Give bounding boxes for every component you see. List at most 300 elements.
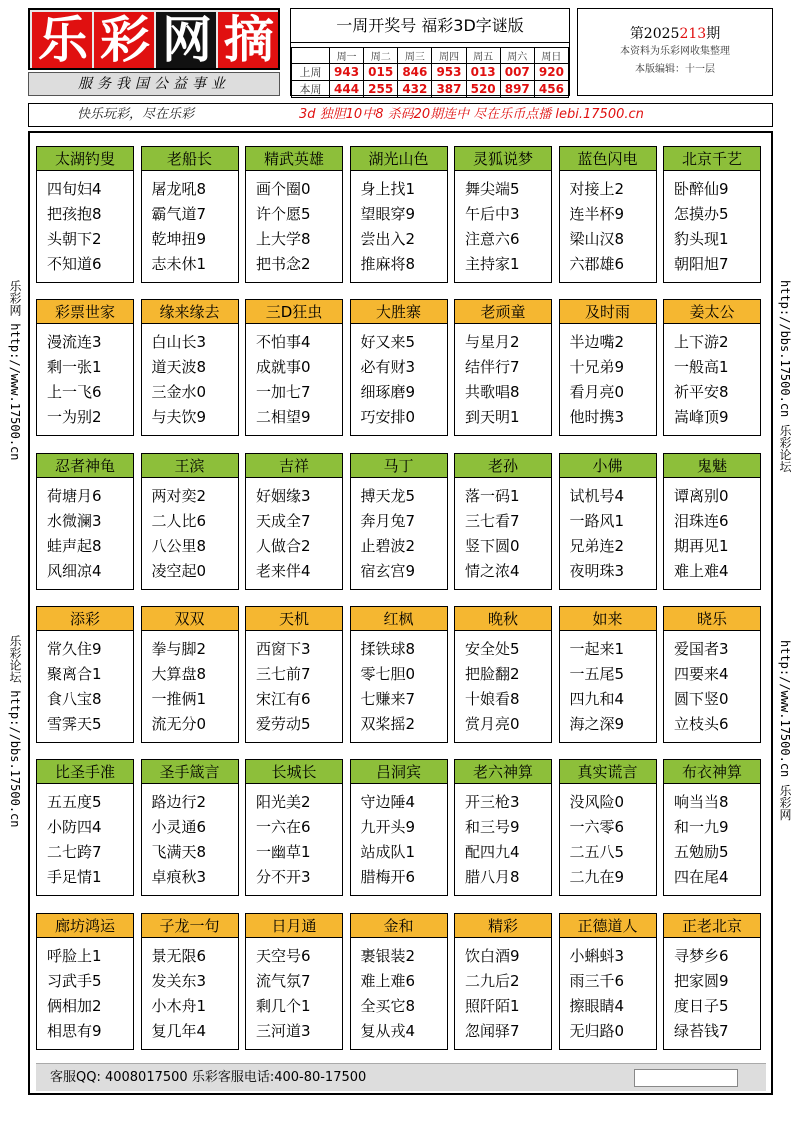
riddle-line: 剩一张1 [47,358,102,376]
card-author: 晓乐 [664,607,760,631]
riddle-line: 不知道6 [47,255,102,273]
riddle-line: 一般高1 [674,358,729,376]
riddle-line: 水微澜3 [47,512,102,530]
card-lines [674,484,729,584]
card-lines [256,944,311,1044]
riddle-line: 霸气道7 [151,205,207,223]
riddle-card [350,299,448,436]
riddle-line: 照阡陌1 [465,997,520,1015]
weekly-results-panel [290,8,570,96]
riddle-line: 注意六6 [465,230,520,248]
riddle-line: 十兄弟9 [569,358,625,376]
riddle-line: 四在尾4 [674,868,729,886]
riddle-line: 一为别2 [47,408,102,426]
banner-promo-link[interactable]: 3d 独胆10中8 杀码20期连中 尽在乐币点播 lebi.17500.cn [299,107,644,122]
riddle-line: 一五尾5 [569,665,625,683]
card-author: 天机 [246,607,342,631]
riddle-card [663,759,761,896]
riddle-line: 赏月亮0 [465,715,520,733]
riddle-line: 难上难4 [674,562,729,580]
riddle-line: 二九后2 [465,972,520,990]
riddle-line: 食八宝8 [47,690,102,708]
riddle-card [245,606,343,743]
riddle-line: 嵩峰顶9 [674,408,729,426]
riddle-line: 把脸翻2 [465,665,520,683]
card-lines [152,330,207,430]
riddle-line: 西窗下3 [256,640,311,658]
riddle-line: 巧安排0 [360,408,416,426]
riddle-line: 到天明1 [465,408,520,426]
card-lines [47,484,102,584]
riddle-line: 和三号9 [465,818,520,836]
riddle-line: 复从戎4 [360,1022,416,1040]
riddle-line: 上大学8 [256,230,311,248]
riddle-line: 上一飞6 [47,383,102,401]
riddle-card [454,299,552,436]
riddle-line: 奔月兔7 [360,512,416,530]
card-author: 马丁 [351,454,447,478]
riddle-card [454,146,552,283]
riddle-line: 舞尖端5 [465,180,520,198]
card-author: 布衣神算 [664,760,760,784]
riddle-line: 拳与脚2 [151,640,207,658]
riddle-line: 夜明珠3 [569,562,625,580]
riddle-line: 寻梦乡6 [674,947,729,965]
logo-char: 彩 [94,12,154,68]
card-lines [256,637,311,737]
riddle-line: 四旬妇4 [47,180,102,198]
card-lines [47,790,102,890]
riddle-line: 荷塘月6 [47,487,102,505]
card-lines [256,177,311,277]
riddle-card [245,299,343,436]
riddle-line: 六郡雄6 [569,255,625,273]
riddle-line: 七赚来7 [360,690,416,708]
riddle-line: 天成全7 [256,512,311,530]
card-lines [570,944,625,1044]
riddle-line: 推麻将8 [360,255,416,273]
riddle-card [663,146,761,283]
riddle-line: 情之浓4 [465,562,520,580]
riddle-line: 竖下圆0 [465,537,520,555]
riddle-card [559,913,657,1050]
card-lines [152,944,207,1044]
card-lines [152,637,207,737]
card-author: 吕洞宾 [351,760,447,784]
card-author: 湖光山色 [351,147,447,171]
riddle-card [245,913,343,1050]
riddle-card [36,913,134,1050]
riddle-line: 屠龙吼8 [151,180,207,198]
row-label: 上周 [292,64,330,81]
draw-number: 456 [534,81,568,98]
riddle-line: 和一九9 [674,818,729,836]
riddle-line: 二七跨7 [47,843,102,861]
riddle-line: 三金水0 [151,383,207,401]
issue-source: 本资料为乐彩网收集整理 [620,46,730,57]
riddle-card [559,606,657,743]
card-author: 老顽童 [455,300,551,324]
riddle-line: 漫流连3 [47,333,102,351]
card-author: 灵狐说梦 [455,147,551,171]
riddle-line: 聚离合1 [47,665,102,683]
riddle-line: 尝出入2 [360,230,416,248]
card-author: 晚秋 [455,607,551,631]
card-author: 红枫 [351,607,447,631]
footer-contact: 客服QQ: 4008017500 乐彩客服电话:400-80-17500 [50,1070,367,1085]
card-author: 王滨 [142,454,238,478]
card-author: 蓝色闪电 [560,147,656,171]
riddle-card [559,146,657,283]
card-lines [47,637,102,737]
footer [36,1063,766,1091]
riddle-line: 景无限6 [151,947,207,965]
riddle-line: 配四九4 [465,843,520,861]
table-row [292,81,569,98]
riddle-line: 风细凉4 [47,562,102,580]
card-author: 三D狂虫 [246,300,342,324]
riddle-line: 看月亮0 [569,383,625,401]
riddle-card [559,759,657,896]
riddle-card [36,453,134,590]
logo [28,8,280,70]
draw-number: 943 [330,64,364,81]
card-lines [674,177,729,277]
draw-number: 444 [330,81,364,98]
riddle-line: 复几年4 [151,1022,207,1040]
riddle-line: 五勉励5 [674,843,729,861]
riddle-line: 饮白酒9 [465,947,520,965]
day-header: 周三 [398,48,432,64]
side-url-left-bottom: 乐彩论坛 http://bbs.17500.cn [8,635,22,828]
card-lines [47,944,102,1044]
banner-slogan: 快乐玩彩，尽在乐彩 [77,107,195,122]
card-lines [570,637,625,737]
card-author: 添彩 [37,607,133,631]
draw-number: 520 [466,81,500,98]
card-author: 廊坊鸿运 [37,914,133,938]
card-lines [361,944,416,1044]
day-header: 周五 [466,48,500,64]
riddle-line: 卓痕秋3 [151,868,207,886]
card-author: 及时雨 [560,300,656,324]
riddle-line: 流无分0 [151,715,207,733]
card-author: 彩票世家 [37,300,133,324]
riddle-line: 把孩抱8 [47,205,102,223]
riddle-line: 泪珠连6 [674,512,729,530]
riddle-line: 小防四4 [47,818,102,836]
riddle-card [141,146,239,283]
riddle-line: 忽闻驿7 [465,1022,520,1040]
riddle-line: 响当当8 [674,793,729,811]
riddle-card [141,759,239,896]
riddle-line: 三七看7 [465,512,520,530]
riddle-card [350,913,448,1050]
riddle-line: 发关东3 [151,972,207,990]
draw-number: 015 [364,64,398,81]
riddle-line: 老来伴4 [256,562,311,580]
banner [28,103,773,127]
day-header: 周四 [432,48,466,64]
riddle-line: 必有财3 [360,358,416,376]
draw-number: 387 [432,81,466,98]
riddle-card [663,453,761,590]
riddle-line: 零七胆0 [360,665,416,683]
riddle-line: 把书念2 [256,255,311,273]
riddle-line: 午后中3 [465,205,520,223]
riddle-line: 上下游2 [674,333,729,351]
logo-char: 乐 [32,12,92,68]
card-author: 吉祥 [246,454,342,478]
riddle-card [36,146,134,283]
row-label: 本周 [292,81,330,98]
riddle-line: 宋江有6 [256,690,311,708]
riddle-line: 小蝌蚪3 [569,947,625,965]
riddle-line: 爱国者3 [674,640,729,658]
riddle-line: 立枝头6 [674,715,729,733]
riddle-line: 一起来1 [569,640,625,658]
day-header: 周二 [364,48,398,64]
riddle-line: 绿苔钱7 [674,1022,729,1040]
riddle-line: 手足情1 [47,868,102,886]
card-author: 比圣手准 [37,760,133,784]
riddle-line: 二九在9 [569,868,625,886]
riddle-card [350,759,448,896]
riddle-line: 卧醉仙9 [674,180,729,198]
riddle-card [245,453,343,590]
riddle-line: 落一码1 [465,487,520,505]
day-header: 周六 [500,48,534,64]
riddle-line: 一加七7 [256,383,311,401]
riddle-line: 与夫饮9 [151,408,207,426]
card-author: 太湖钓叟 [37,147,133,171]
riddle-line: 四要来4 [674,665,729,683]
riddle-line: 守边陲4 [360,793,416,811]
riddle-line: 三河道3 [256,1022,311,1040]
riddle-line: 结伴行7 [465,358,520,376]
issue-number: 第2025213期 [629,26,721,42]
riddle-line: 谭离别0 [674,487,729,505]
card-lines [47,330,102,430]
draw-number: 255 [364,81,398,98]
card-lines [256,484,311,584]
side-url-right-bottom: http://www.17500.cn 乐彩网 [778,640,792,821]
riddle-card [663,299,761,436]
issue-panel [577,8,773,96]
card-lines [570,484,625,584]
riddle-line: 一推俩1 [151,690,207,708]
card-author: 精彩 [455,914,551,938]
card-lines [465,484,520,584]
riddle-line: 剩几个1 [256,997,311,1015]
riddle-line: 头朝下2 [47,230,102,248]
riddle-line: 雨三千6 [569,972,625,990]
riddle-line: 一六零6 [569,818,625,836]
riddle-line: 半边嘴2 [569,333,625,351]
card-author: 正德道人 [560,914,656,938]
riddle-line: 腊梅开6 [360,868,416,886]
issue-editor: 本版编辑：十一层 [635,64,715,75]
riddle-line: 八公里8 [151,537,207,555]
card-author: 精武英雄 [246,147,342,171]
riddle-line: 搏天龙5 [360,487,416,505]
card-lines [570,177,625,277]
riddle-line: 道天波8 [151,358,207,376]
riddle-line: 无归路0 [569,1022,625,1040]
logo-char: 摘 [218,12,278,68]
riddle-line: 望眼穿9 [360,205,416,223]
riddle-line: 梁山汉8 [569,230,625,248]
card-author: 金和 [351,914,447,938]
riddle-line: 十娘看8 [465,690,520,708]
riddle-line: 度日子5 [674,997,729,1015]
card-lines [674,330,729,430]
riddle-line: 止碧波2 [360,537,416,555]
riddle-card [245,759,343,896]
riddle-line: 海之深9 [569,715,625,733]
draw-number: 846 [398,64,432,81]
riddle-line: 爱劳动5 [256,715,311,733]
card-lines [465,330,520,430]
riddle-line: 连半杯9 [569,205,625,223]
riddle-line: 不怕事4 [256,333,311,351]
weekly-results-table [291,47,569,98]
draw-number: 013 [466,64,500,81]
card-author: 日月通 [246,914,342,938]
riddle-line: 全买它8 [360,997,416,1015]
card-author: 双双 [142,607,238,631]
card-author: 小佛 [560,454,656,478]
card-lines [361,637,416,737]
riddle-line: 难上难6 [360,972,416,990]
card-author: 北京千艺 [664,147,760,171]
draw-number: 920 [534,64,568,81]
card-lines [570,790,625,890]
riddle-line: 习武手5 [47,972,102,990]
riddle-line: 天空号6 [256,947,311,965]
card-author: 老船长 [142,147,238,171]
riddle-line: 腊八月8 [465,868,520,886]
riddle-line: 怎摸办5 [674,205,729,223]
riddle-line: 九开头9 [360,818,416,836]
riddle-line: 豹头现1 [674,230,729,248]
riddle-line: 二五八5 [569,843,625,861]
riddle-line: 好又来5 [360,333,416,351]
riddle-line: 相思有9 [47,1022,102,1040]
riddle-card [350,146,448,283]
riddle-card [245,146,343,283]
riddle-line: 裹银装2 [360,947,416,965]
card-lines [674,944,729,1044]
riddle-line: 擦眼睛4 [569,997,625,1015]
card-lines [674,790,729,890]
card-author: 大胜寨 [351,300,447,324]
riddle-line: 宿玄宫9 [360,562,416,580]
draw-number: 432 [398,81,432,98]
riddle-line: 好姻缘3 [256,487,311,505]
riddle-line: 站成队1 [360,843,416,861]
card-lines [256,790,311,890]
riddle-line: 安全处5 [465,640,520,658]
card-lines [465,944,520,1044]
riddle-card [141,913,239,1050]
riddle-card [663,913,761,1050]
riddle-line: 没风险0 [569,793,625,811]
riddle-line: 对接上2 [569,180,625,198]
card-lines [152,790,207,890]
riddle-line: 凌空起0 [151,562,207,580]
riddle-line: 试机号4 [569,487,625,505]
card-lines [465,177,520,277]
card-author: 缘来缘去 [142,300,238,324]
riddle-line: 细琢磨9 [360,383,416,401]
riddle-line: 把家圆9 [674,972,729,990]
card-author: 如来 [560,607,656,631]
riddle-line: 四九和4 [569,690,625,708]
riddle-card [350,453,448,590]
riddle-line: 路边行2 [151,793,207,811]
card-lines [152,177,207,277]
card-lines [465,637,520,737]
riddle-line: 雪霁天5 [47,715,102,733]
riddle-card [454,453,552,590]
riddle-line: 朝阳旭7 [674,255,729,273]
riddle-line: 开三枪3 [465,793,520,811]
card-lines [465,790,520,890]
riddle-line: 大算盘8 [151,665,207,683]
riddle-line: 一路风1 [569,512,625,530]
riddle-line: 兄弟连2 [569,537,625,555]
riddle-card [559,299,657,436]
card-lines [361,330,416,430]
riddle-line: 圆下竖0 [674,690,729,708]
riddle-line: 一六在6 [256,818,311,836]
card-lines [47,177,102,277]
riddle-line: 乾坤扭9 [151,230,207,248]
riddle-card [36,606,134,743]
riddle-line: 两对奕2 [151,487,207,505]
riddle-line: 祈平安8 [674,383,729,401]
riddle-line: 共歌唱8 [465,383,520,401]
side-url-right-top: http://bbs.17500.cn 乐彩论坛 [778,280,792,473]
riddle-line: 人做合2 [256,537,311,555]
slogan: 服务我国公益事业 [28,72,280,96]
card-lines [361,484,416,584]
riddle-line: 他时携3 [569,408,625,426]
riddle-line: 志未休1 [151,255,207,273]
side-url-left-top: 乐彩网 http://www.17500.cn [8,280,22,461]
riddle-card [559,453,657,590]
riddle-card [454,606,552,743]
day-header: 周日 [534,48,568,64]
riddle-line: 流气氛7 [256,972,311,990]
riddle-line: 画个圈0 [256,180,311,198]
draw-number: 897 [500,81,534,98]
riddle-card [36,759,134,896]
card-lines [361,790,416,890]
riddle-line: 阳光美2 [256,793,311,811]
weekly-title: 一周开奖号 福彩3D字谜版 [291,9,569,43]
day-header: 周一 [330,48,364,64]
riddle-line: 双桨摇2 [360,715,416,733]
card-author: 子龙一句 [142,914,238,938]
draw-number: 007 [500,64,534,81]
riddle-line: 二人比6 [151,512,207,530]
riddle-line: 三七前7 [256,665,311,683]
riddle-card [141,606,239,743]
card-author: 忍者神龟 [37,454,133,478]
riddle-line: 白山长3 [151,333,207,351]
